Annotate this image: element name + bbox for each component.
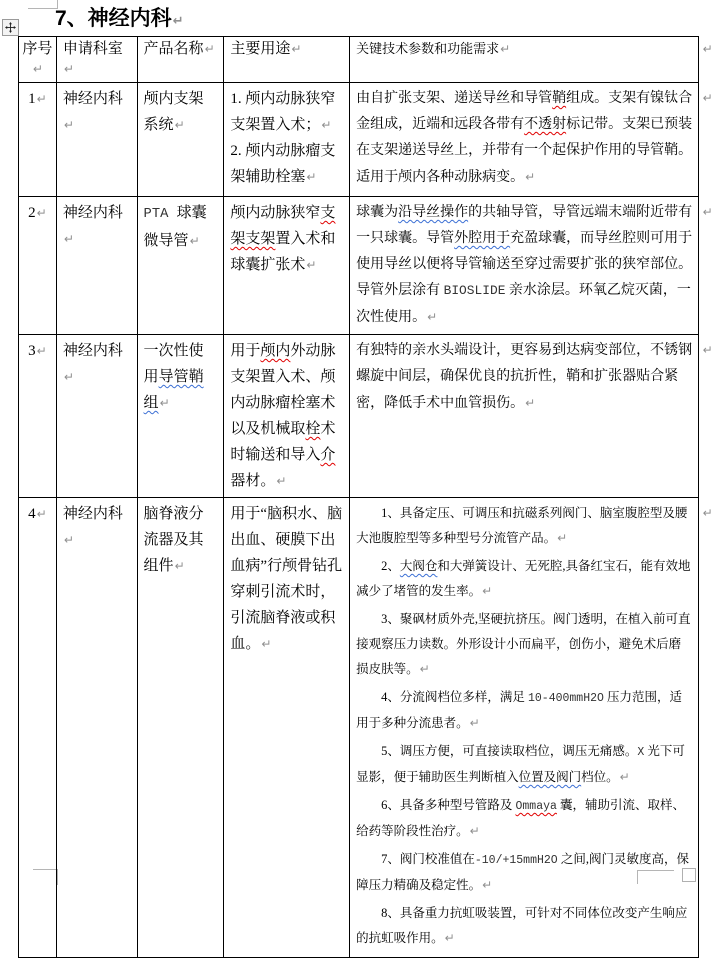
paragraph bbox=[230, 138, 344, 190]
paragraph bbox=[21, 501, 54, 527]
text-run: 球囊微导管 bbox=[143, 205, 207, 249]
row-end-mark bbox=[698, 335, 714, 498]
cell-params[interactable] bbox=[350, 83, 699, 197]
header-cell-product[interactable] bbox=[137, 37, 224, 83]
text-boundary-mark-top bbox=[28, 0, 58, 9]
paragraph bbox=[230, 501, 344, 657]
cell-params[interactable] bbox=[350, 197, 699, 335]
row-end-mark bbox=[698, 37, 714, 83]
cell-no[interactable] bbox=[19, 335, 57, 498]
squiggle-red-text: 介 bbox=[320, 447, 336, 463]
section-title[interactable] bbox=[55, 4, 184, 37]
paragraph-mark: ↵ bbox=[63, 533, 74, 547]
text-run: 神经内科 bbox=[62, 91, 123, 107]
paragraph bbox=[356, 200, 693, 331]
paragraph bbox=[356, 847, 693, 898]
paragraph-mark: ↵ bbox=[619, 770, 630, 784]
paragraph-mark: ↵ bbox=[291, 42, 302, 56]
move-arrows-icon bbox=[5, 22, 16, 33]
text-run: 光下可显影，便于辅助医生判断植入 bbox=[356, 744, 685, 784]
paragraph-mark: ↵ bbox=[36, 507, 47, 521]
text-run: 组成。支架有镍钛合金组成，近端和远段各带有 bbox=[356, 91, 693, 132]
text-run: 2 bbox=[28, 205, 36, 221]
text-run: 申请科室 bbox=[62, 41, 123, 57]
text-run: -10/+15mmH2O bbox=[474, 854, 558, 867]
text-run: 压力范围，适用于多种分流患者。 bbox=[356, 690, 683, 730]
cell-no[interactable] bbox=[19, 498, 57, 958]
text-run: 置入术和球囊扩张术 bbox=[230, 231, 336, 273]
paragraph-mark: ↵ bbox=[63, 370, 74, 384]
paragraph-mark: ↵ bbox=[276, 474, 287, 488]
squiggle-red-text: 栓 bbox=[305, 421, 321, 437]
text-run: 的共轴导管，导管远端末端附近带有一只球囊。导管 bbox=[356, 205, 693, 246]
cell-dept[interactable] bbox=[56, 83, 137, 197]
paragraph bbox=[356, 554, 693, 604]
paragraph-mark: ↵ bbox=[702, 342, 713, 357]
paragraph bbox=[144, 338, 219, 416]
text-run: 之间,阀门灵敏度高，保障压力精确及稳定性。 bbox=[356, 852, 689, 892]
text-run: 用于 bbox=[230, 343, 261, 359]
paragraph-mark: ↵ bbox=[306, 258, 317, 272]
cell-usage[interactable] bbox=[224, 83, 350, 197]
paragraph-mark: ↵ bbox=[500, 42, 511, 56]
paragraph-mark: ↵ bbox=[63, 62, 74, 76]
cell-product[interactable] bbox=[137, 498, 224, 958]
table-row bbox=[19, 83, 715, 197]
paragraph bbox=[356, 739, 693, 790]
table-row bbox=[19, 197, 715, 335]
text-run: 7、阀门校准值在 bbox=[381, 852, 475, 866]
text-run: 神经内科 bbox=[62, 506, 123, 522]
text-run: 关键技术参数和功能需求 bbox=[356, 41, 500, 56]
paragraph-mark: ↵ bbox=[36, 344, 47, 358]
text-run: 脑脊液分流器及其组件 bbox=[143, 506, 204, 574]
table-header-row bbox=[19, 37, 715, 83]
section-title-text: 7、神经内科 bbox=[55, 7, 172, 30]
paragraph-mark: ↵ bbox=[32, 62, 43, 76]
text-run: 6、具备多种型号管路及 bbox=[381, 798, 516, 812]
paragraph-mark: ↵ bbox=[482, 584, 493, 598]
cell-dept[interactable] bbox=[56, 335, 137, 498]
header-cell-usage[interactable] bbox=[224, 37, 350, 83]
squiggle-red-text: Ommaya bbox=[515, 800, 557, 813]
squiggle-blue-text: 外腔用于 bbox=[454, 231, 511, 246]
text-run: 1、具备定压、可调压和抗磁系列阀门、脑室腹腔型及腰大池腹腔型等多种型号分流管产品。 bbox=[356, 506, 688, 545]
header-cell-params[interactable] bbox=[350, 37, 699, 83]
cell-params[interactable] bbox=[350, 498, 699, 958]
text-run: 8、具备重力抗虹吸装置，可针对不同体位改变产生响应的抗虹吸作用。 bbox=[356, 906, 688, 945]
paragraph-mark: ↵ bbox=[172, 14, 184, 29]
squiggle-red-text: 颅内 bbox=[260, 343, 291, 359]
paragraph bbox=[63, 86, 132, 138]
cell-dept[interactable] bbox=[56, 498, 137, 958]
paragraph-mark: ↵ bbox=[702, 41, 713, 56]
text-run: 用于“脑积水、脑出血、硬膜下出血病”行颅骨钻孔穿刺引流术时，引流脑脊液或积血。 bbox=[230, 506, 343, 652]
cell-params[interactable] bbox=[350, 335, 699, 498]
paragraph-mark: ↵ bbox=[36, 206, 47, 220]
paragraph-mark: ↵ bbox=[36, 92, 47, 106]
paragraph bbox=[63, 501, 132, 553]
paragraph-mark: ↵ bbox=[321, 118, 332, 132]
text-run: 神经内科 bbox=[62, 343, 123, 359]
paragraph-mark: ↵ bbox=[174, 118, 185, 132]
text-run: 2. 颅内动脉瘤支架辅助栓塞 bbox=[230, 143, 336, 185]
squiggle-red-text: 不透射 bbox=[524, 117, 567, 132]
squiggle-blue-text: 位置及阀门 bbox=[518, 770, 582, 784]
paragraph bbox=[144, 501, 219, 579]
text-run: 球囊为 bbox=[356, 205, 399, 220]
paragraph-mark: ↵ bbox=[557, 531, 568, 545]
paragraph-mark: ↵ bbox=[63, 118, 74, 132]
cell-product[interactable] bbox=[137, 197, 224, 335]
paragraph bbox=[21, 39, 54, 79]
paragraph bbox=[356, 607, 693, 682]
header-cell-no[interactable] bbox=[19, 37, 57, 83]
paragraph-mark: ↵ bbox=[702, 90, 713, 105]
paragraph bbox=[356, 501, 693, 551]
paragraph-mark: ↵ bbox=[482, 878, 493, 892]
text-run: 外动脉支架置入术、颅内动脉瘤栓塞术以及机械取 bbox=[230, 343, 336, 437]
paragraph-mark: ↵ bbox=[204, 42, 215, 56]
paragraph-mark: ↵ bbox=[469, 716, 480, 730]
paragraph bbox=[356, 39, 693, 59]
text-run: 颅内动脉狭窄 bbox=[230, 205, 321, 221]
text-run: 亲水涂层。环氧乙烷灭菌，一次性使用。 bbox=[356, 283, 691, 325]
text-run: 3、聚砜材质外壳,坚硬抗挤压。阀门透明，在植入前可直接观察压力读数。外形设计小而扁平，创伤小，避免术后磨损皮肤等。 bbox=[356, 612, 691, 676]
text-run: BIOSLIDE bbox=[443, 283, 506, 298]
cell-product[interactable] bbox=[137, 83, 224, 197]
cell-usage[interactable] bbox=[224, 498, 350, 958]
text-run: 档位。 bbox=[581, 770, 619, 784]
paragraph-mark: ↵ bbox=[306, 170, 317, 184]
text-run: 5、调压方便，可直接读取档位，调压无痛感。 bbox=[381, 744, 638, 758]
text-run: 标记带。支架已预装在支架递送导丝上，并带有一个起保护作用的导管鞘。适用于颅内各种动脉病变。 bbox=[356, 117, 693, 185]
paragraph bbox=[230, 39, 344, 59]
squiggle-red-text: 鞘 bbox=[552, 91, 567, 106]
paragraph-mark: ↵ bbox=[702, 204, 713, 219]
paragraph-mark: ↵ bbox=[174, 559, 185, 573]
cell-usage[interactable] bbox=[224, 335, 350, 498]
text-run: 4、分流阀档位多样，满足 bbox=[381, 690, 528, 704]
squiggle-red-text: 支架支架 bbox=[230, 205, 336, 247]
text-run: 序号 bbox=[22, 41, 53, 57]
table-row bbox=[19, 335, 715, 498]
paragraph-mark: ↵ bbox=[525, 396, 536, 410]
paragraph bbox=[63, 39, 132, 79]
table-row bbox=[19, 498, 715, 958]
paragraph bbox=[63, 338, 132, 390]
text-run: 一次性使用 bbox=[143, 343, 204, 385]
paragraph bbox=[230, 86, 344, 138]
squiggle-blue-text: 导管鞘组 bbox=[143, 369, 204, 411]
paragraph-mark: ↵ bbox=[469, 824, 480, 838]
text-run: PTA bbox=[143, 207, 177, 222]
text-run: 充盈球囊，而导丝腔则可用于使用导丝以便将导管输送至穿过需要扩张的狭窄部位。导管外层涂有 bbox=[356, 231, 693, 298]
row-end-mark bbox=[698, 197, 714, 335]
text-run: 3 bbox=[28, 343, 36, 359]
paragraph bbox=[21, 338, 54, 364]
text-run: 囊，辅助引流、取样、给药等阶段性治疗。 bbox=[356, 798, 686, 838]
cell-no[interactable] bbox=[19, 83, 57, 197]
paragraph-mark: ↵ bbox=[419, 662, 430, 676]
paragraph bbox=[21, 200, 54, 226]
paragraph bbox=[230, 200, 344, 278]
cell-dept[interactable] bbox=[56, 197, 137, 335]
text-run: 和大弹簧设计、无死腔,具备红宝石，能有效地减少了堵管的发生率。 bbox=[356, 559, 691, 598]
paragraph bbox=[144, 86, 219, 138]
header-cell-dept[interactable] bbox=[56, 37, 137, 83]
paragraph-mark: ↵ bbox=[427, 310, 438, 324]
paragraph-mark: ↵ bbox=[189, 234, 200, 248]
text-run: 2、 bbox=[381, 559, 400, 573]
paragraph-mark: ↵ bbox=[444, 931, 455, 945]
text-run: 10-400mmH2O bbox=[528, 692, 604, 705]
paragraph bbox=[63, 200, 132, 252]
text-run: 器材。 bbox=[230, 473, 276, 489]
text-run: 有独特的亲水头端设计，更容易到达病变部位，不锈钢螺旋中间层，确保优良的抗折性，鞘和扩张器贴合紧密，降低手术中血管损伤。 bbox=[356, 343, 693, 411]
paragraph bbox=[356, 901, 693, 951]
text-run: 神经内科 bbox=[62, 205, 123, 221]
paragraph-mark: ↵ bbox=[525, 170, 536, 184]
paragraph-mark: ↵ bbox=[63, 232, 74, 246]
paragraph bbox=[356, 793, 693, 844]
paragraph bbox=[356, 685, 693, 736]
cell-no[interactable] bbox=[19, 197, 57, 335]
text-run: 由自扩张支架、递送导丝和导管 bbox=[356, 91, 553, 106]
text-run: 主要用途 bbox=[230, 41, 291, 57]
paragraph bbox=[144, 200, 219, 254]
text-run: 术时输送和导入 bbox=[230, 421, 336, 463]
paragraph bbox=[230, 338, 344, 494]
paragraph bbox=[356, 338, 693, 417]
text-run: 4 bbox=[28, 506, 36, 522]
text-run: 1 bbox=[28, 91, 36, 107]
row-end-mark bbox=[698, 498, 714, 958]
products-table bbox=[18, 36, 715, 958]
text-run: 颅内支架系统 bbox=[143, 91, 204, 133]
table-move-handle[interactable] bbox=[2, 19, 19, 36]
paragraph-mark: ↵ bbox=[702, 505, 713, 520]
paragraph bbox=[21, 86, 54, 112]
squiggle-blue-text: 大阀仓 bbox=[399, 559, 438, 573]
text-run: 1. 颅内动脉狭窄支架置入术； bbox=[230, 91, 336, 133]
text-run: X bbox=[637, 746, 645, 759]
paragraph-mark: ↵ bbox=[159, 396, 170, 410]
text-run: 产品名称 bbox=[143, 41, 204, 57]
cell-usage[interactable] bbox=[224, 197, 350, 335]
squiggle-blue-text: 沿导丝操作 bbox=[398, 205, 469, 220]
paragraph-mark: ↵ bbox=[261, 637, 272, 651]
row-end-mark bbox=[698, 83, 714, 197]
paragraph bbox=[356, 86, 693, 191]
paragraph bbox=[144, 39, 219, 59]
cell-product[interactable] bbox=[137, 335, 224, 498]
